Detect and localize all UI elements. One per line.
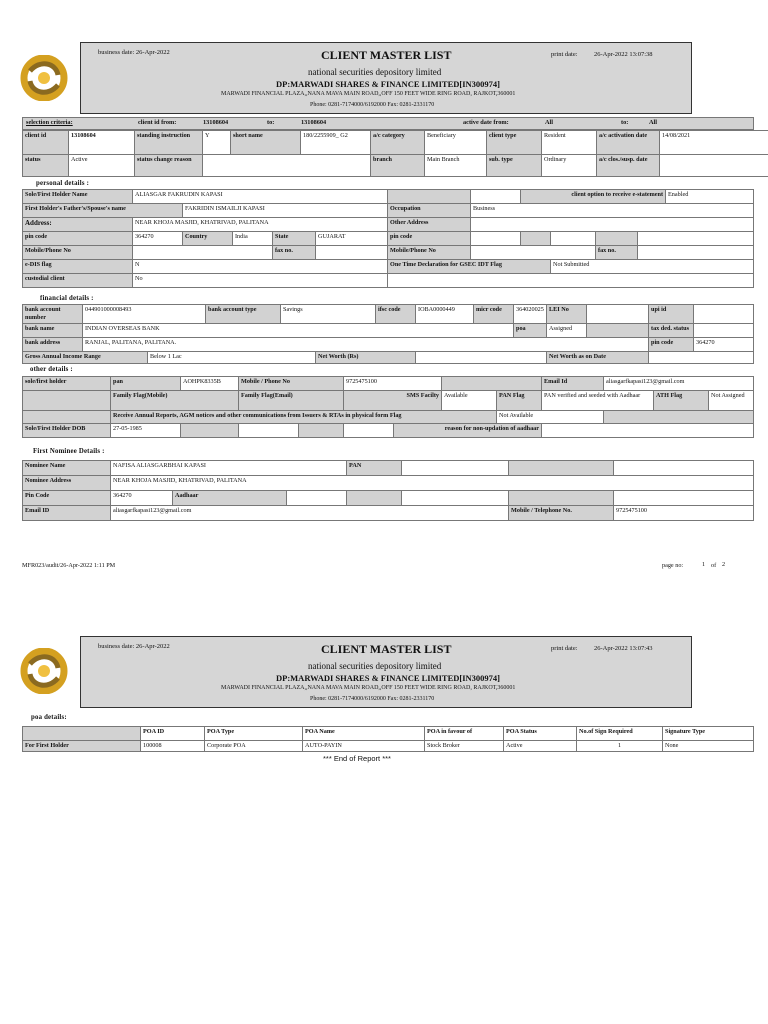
ifsc-label: ifsc code	[376, 305, 416, 324]
holder-name: ALIASGAR FAKRUDIN KAPASI	[133, 190, 388, 204]
other-details-table	[22, 376, 754, 438]
nominee-heading: First Nominee Details :	[33, 448, 105, 455]
personal-details-table	[22, 189, 754, 288]
father-name-label: First Holder's Father's/Spouse's name	[23, 204, 183, 218]
print-date: 26-Apr-2022 13:07:43	[594, 645, 653, 652]
selection-criteria-bar	[22, 117, 754, 130]
nominee-table	[22, 460, 754, 521]
activation-label: a/c activation date	[597, 131, 660, 155]
custodial-value: No	[133, 274, 388, 288]
business-date: business date: 26-Apr-2022	[98, 49, 170, 56]
other-mobile-value: 9725475100	[344, 377, 442, 391]
estatement-label: client option to receive e-statement	[521, 190, 666, 204]
nominee-mobile-label: Mobile / Telephone No.	[509, 506, 614, 521]
family-flag-email-label: Family Flag(Email)	[239, 391, 344, 411]
client-id-label: client id	[23, 131, 69, 155]
account-number: 044901000008493	[83, 305, 206, 324]
depository-name: national securities depository limited	[308, 67, 442, 77]
sub-type-label: sub. type	[487, 155, 542, 177]
sole-holder-label: sole/first holder	[23, 377, 111, 391]
nominee-name: NAFISA ALIASGARBHAI KAPASI	[111, 461, 347, 476]
short-name: 180/2255909_ G2	[301, 131, 371, 155]
ath-flag-label: ATH Flag	[654, 391, 709, 411]
other-details-heading: other details :	[30, 366, 73, 373]
client-from-value: 13108604	[203, 119, 229, 126]
poa-header-signs: No.of Sign Required	[577, 727, 663, 741]
account-type-label: bank account type	[206, 305, 281, 324]
annual-reports-value: Not Available	[497, 411, 604, 424]
gsec-value: Not Submitted	[551, 260, 754, 274]
nominee-pan-label: PAN	[347, 461, 402, 476]
poa-signature-type: None	[663, 741, 754, 752]
ac-category: Beneficiary	[425, 131, 487, 155]
other-pin-label: pin code	[388, 232, 471, 246]
report-reference: MFR023/audit/26-Apr-2022 1:11 PM	[22, 562, 116, 569]
mobile-label: Mobile/Phone No	[23, 246, 133, 260]
standing-label: standing instruction	[135, 131, 203, 155]
sub-type-value: Ordinary	[542, 155, 597, 177]
bank-pin-label: pin code	[649, 337, 694, 351]
bank-address: RANJAL, PALITANA, PALITANA.	[83, 337, 649, 351]
poa-type: Corporate POA	[205, 741, 303, 752]
income-label: Gross Annual Income Range	[23, 351, 148, 363]
address-label: Address:	[23, 218, 133, 232]
income-value: Below 1 Lac	[148, 351, 316, 363]
bank-pin: 364270	[694, 337, 754, 351]
annual-reports-label: Receive Annual Reports, AGM notices and other communications from Issuers & RTAs in physical form Flag	[111, 411, 497, 424]
dp-phone-fax: Phone: 0281-7174000/6192000 Fax: 0281-2331170	[310, 696, 435, 702]
print-date-label: print date:	[551, 51, 578, 58]
poa-name: AUTO-PAYIN	[303, 741, 425, 752]
pan-flag-value: PAN verified and seeded with Aadhaar	[542, 391, 654, 411]
micr-code: 364020025	[514, 305, 547, 324]
tax-status-label: tax ded. status	[649, 323, 694, 337]
lei-label: LEI No	[547, 305, 587, 324]
client-to-value: 13108604	[301, 119, 327, 126]
other-address-label: Other Address	[388, 218, 471, 232]
poa-label: poa	[514, 323, 547, 337]
pin-code-label: pin code	[23, 232, 133, 246]
dob-value: 27-05-1985	[111, 424, 181, 438]
short-name-label: short name	[231, 131, 301, 155]
country: India	[233, 232, 273, 246]
business-date: business date: 26-Apr-2022	[98, 643, 170, 650]
poa-signs: 1	[577, 741, 663, 752]
poa-header-status: POA Status	[504, 727, 577, 741]
pan-label: pan	[111, 377, 181, 391]
occupation-label: Occupation	[388, 204, 471, 218]
dp-name: DP:MARWADI SHARES & FINANCE LIMITED[IN300974]	[276, 673, 501, 683]
nominee-mobile: 9725475100	[614, 506, 754, 521]
close-label: a/c clos./susp. date	[597, 155, 660, 177]
sms-label: SMS Facilty	[344, 391, 442, 411]
end-of-report: *** End of Report ***	[323, 754, 391, 763]
status-label: status	[23, 155, 69, 177]
page-number: 1	[702, 561, 706, 568]
pan-value: AOHPK8335B	[181, 377, 239, 391]
active-from-label: active date from:	[463, 119, 509, 126]
state: GUJARAT	[316, 232, 388, 246]
personal-details-heading: personal details :	[36, 180, 90, 187]
aadhaar-reason-label: reason for non-updation of aadhaar	[394, 424, 542, 438]
estatement-value: Enabled	[666, 190, 754, 204]
bank-address-label: bank address	[23, 337, 83, 351]
active-to-value: All	[649, 119, 658, 126]
poa-id: 100008	[141, 741, 205, 752]
report-header-page2	[80, 636, 692, 708]
country-label: Country	[183, 232, 233, 246]
nominee-aadhaar-label: Aadhaar	[173, 491, 287, 506]
status-value: Active	[69, 155, 135, 177]
client-type-label: client type	[487, 131, 542, 155]
status-change-value	[203, 155, 371, 177]
active-to-label: to:	[621, 119, 629, 126]
dp-name: DP:MARWADI SHARES & FINANCE LIMITED[IN300974]	[276, 79, 501, 89]
networth-date-label: Net Worth as on Date	[547, 351, 649, 363]
dp-address: MARWADI FINANCIAL PLAZA,,NANA MAVA MAIN ROAD,,OFF 150 FEET WIDE RING ROAD, RAJKOT,360001	[221, 685, 516, 691]
branch-value: Main Branch	[425, 155, 487, 177]
fax-label: fax no.	[273, 246, 316, 260]
bank-name-label: bank name	[23, 323, 83, 337]
edis-value: N	[133, 260, 388, 274]
print-date: 26-Apr-2022 13:07:38	[594, 51, 653, 58]
sms-value: Available	[442, 391, 497, 411]
poa-details-heading: poa details:	[31, 714, 67, 721]
poa-table	[22, 726, 754, 752]
occupation-value: Business	[471, 204, 754, 218]
client-to-label: to:	[267, 119, 275, 126]
client-type: Resident	[542, 131, 597, 155]
poa-header-name: POA Name	[303, 727, 425, 741]
branch-label: branch	[371, 155, 425, 177]
edis-label: e-DIS flag	[23, 260, 133, 274]
dp-phone-fax: Phone: 0281-7174000/6192000 Fax: 0281-2331170	[310, 102, 435, 108]
networth-label: Net Worth (Rs)	[316, 351, 416, 363]
nominee-email-label: Email ID	[23, 506, 111, 521]
poa-header-type: POA Type	[205, 727, 303, 741]
activation-date: 14/08/2021	[660, 131, 768, 155]
holder-name-label: Sole/First Holder Name	[23, 190, 133, 204]
ifsc-code: IOBA0000449	[416, 305, 474, 324]
family-flag-mobile-label: Family Flag(Mobile)	[111, 391, 239, 411]
poa-favour: Stock Broker	[425, 741, 504, 752]
depository-name: national securities depository limited	[308, 661, 442, 671]
financial-details-heading: financial details :	[40, 295, 94, 302]
standing-value: Y	[203, 131, 231, 155]
client-from-label: client id from:	[138, 119, 177, 126]
account-type: Savings	[281, 305, 376, 324]
nominee-email: aliasgarfkapasi123@gmail.com	[111, 506, 509, 521]
account-number-label: bank account number	[23, 305, 83, 324]
dp-address: MARWADI FINANCIAL PLAZA,,NANA MAVA MAIN ROAD,,OFF 150 FEET WIDE RING ROAD, RAJKOT,360001	[221, 91, 516, 97]
report-title: CLIENT MASTER LIST	[321, 642, 452, 656]
pan-flag-label: PAN Flag	[497, 391, 542, 411]
address-value: NEAR KHOJA MASJID, KHATRIVAD, PALITANA	[133, 218, 388, 232]
email-value: aliasgarfkapasi123@gmail.com	[604, 377, 754, 391]
nominee-pin-label: Pin Code	[23, 491, 111, 506]
custodial-label: custodial client	[23, 274, 133, 288]
other-mobile-label: Mobile/Phone No	[388, 246, 471, 260]
ath-flag-value: Not Assigned	[709, 391, 754, 411]
poa-header-signature: Signature Type	[663, 727, 754, 741]
selection-criteria-label: selection criteria:	[26, 119, 73, 126]
micr-label: micr code	[474, 305, 514, 324]
poa-status: Active	[504, 741, 577, 752]
ac-category-label: a/c category	[371, 131, 425, 155]
company-logo-page2	[20, 648, 68, 694]
nominee-name-label: Nominee Name	[23, 461, 111, 476]
upi-label: upi id	[649, 305, 694, 324]
poa-header-favour: POA in favour of	[425, 727, 504, 741]
table-row	[23, 741, 754, 752]
poa-header-id: POA ID	[141, 727, 205, 741]
status-change-label: status change reason	[135, 155, 203, 177]
client-info-table	[22, 130, 768, 177]
pin-code: 364270	[133, 232, 183, 246]
bank-name: INDIAN OVERSEAS BANK	[83, 323, 514, 337]
page-of: of	[711, 562, 717, 569]
report-title: CLIENT MASTER LIST	[321, 48, 452, 62]
nominee-address: NEAR KHOJA MASJID, KHATRIVAD, PALITANA	[111, 476, 754, 491]
other-fax-label: fax no.	[596, 246, 638, 260]
close-value	[660, 155, 768, 177]
print-date-label: print date:	[551, 645, 578, 652]
report-header	[80, 42, 692, 114]
poa-value: Assigned	[547, 323, 587, 337]
active-from-value: All	[545, 119, 554, 126]
financial-details-table	[22, 304, 754, 364]
client-id: 13108604	[69, 131, 135, 155]
page-label: page no:	[662, 562, 684, 569]
nominee-address-label: Nominee Address	[23, 476, 111, 491]
nominee-pin: 364270	[111, 491, 173, 506]
page-total: 2	[722, 561, 726, 568]
email-label: Email Id	[542, 377, 604, 391]
poa-row-label: For First Holder	[23, 741, 141, 752]
dob-label: Sole/First Holder DOB	[23, 424, 111, 438]
other-mobile-label: Mobile / Phone No	[239, 377, 344, 391]
company-logo	[20, 55, 68, 101]
gsec-label: One Time Declaration for GSEC IDT Flag	[388, 260, 551, 274]
state-label: State	[273, 232, 316, 246]
father-name: FAKRIDIN ISMAILJI KAPASI	[183, 204, 388, 218]
